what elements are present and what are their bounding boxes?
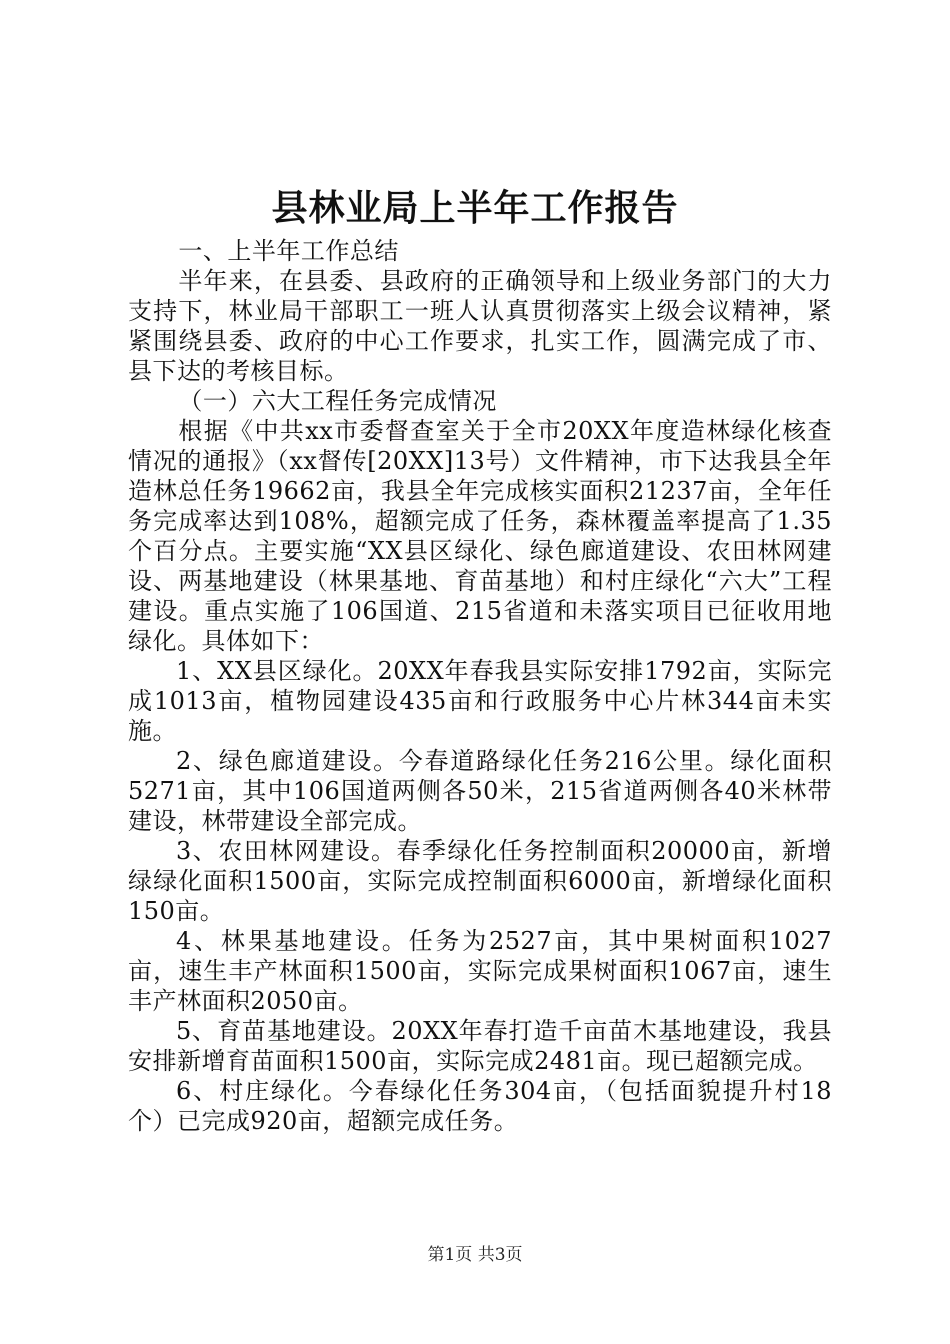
list-item: 1、XX县区绿化。20XX年春我县实际安排1792亩，实际完成1013亩，植物园建设435亩和行政服务中心片林344亩未实施。 [128,657,832,745]
list-item: 3、农田林网建设。春季绿化任务控制面积20000亩，新增绿绿化面积1500亩，实际完成控制面积6000亩，新增绿化面积150亩。 [128,837,832,925]
section-heading: 一、上半年工作总结 [178,237,399,265]
subsection-heading: （一）六大工程任务完成情况 [178,387,497,415]
summary-paragraph: 半年来，在县委、县政府的正确领导和上级业务部门的大力支持下，林业局干部职工一班人认真贯彻落实上级会议精神，紧紧围绕县委、政府的中心工作要求，扎实工作，圆满完成了市、县下达的考核目标。 [128,267,832,385]
list-item: 5、育苗基地建设。20XX年春打造千亩苗木基地建设，我县安排新增育苗面积1500亩，实际完成2481亩。现已超额完成。 [128,1017,832,1075]
project-overview-paragraph: 根据《中共xx市委督查室关于全市20XX年度造林绿化核查情况的通报》（xx督传[20XX]13号）文件精神，市下达我县全年造林总任务19662亩，我县全年完成核实面积21237亩，全年任务完成率达到108%，超额完成了任务，森林覆盖率提高了1.35个百分点。主要实施“XX县区绿化、绿色廊道建设、农田林网建设、两基地建设（林果基地、育苗基地）和村庄绿化“六大”工程建设。重点实施了106国道、215省道和未落实项目已征收用地绿化。具体如下： [128,417,832,655]
document-body [128,236,832,1136]
page-number-footer: 第1页 共3页 [427,1245,523,1265]
list-item: 2、绿色廊道建设。今春道路绿化任务216公里。绿化面积5271亩，其中106国道两侧各50米，215省道两侧各40米林带建设，林带建设全部完成。 [128,747,832,835]
document-title: 县林业局上半年工作报告 [271,187,679,229]
list-item: 4、林果基地建设。任务为2527亩，其中果树面积1027亩，速生丰产林面积1500亩，实际完成果树面积1067亩，速生丰产林面积2050亩。 [128,927,832,1015]
list-item: 6、村庄绿化。今春绿化任务304亩，（包括面貌提升村18个）已完成920亩，超额完成任务。 [128,1077,832,1135]
